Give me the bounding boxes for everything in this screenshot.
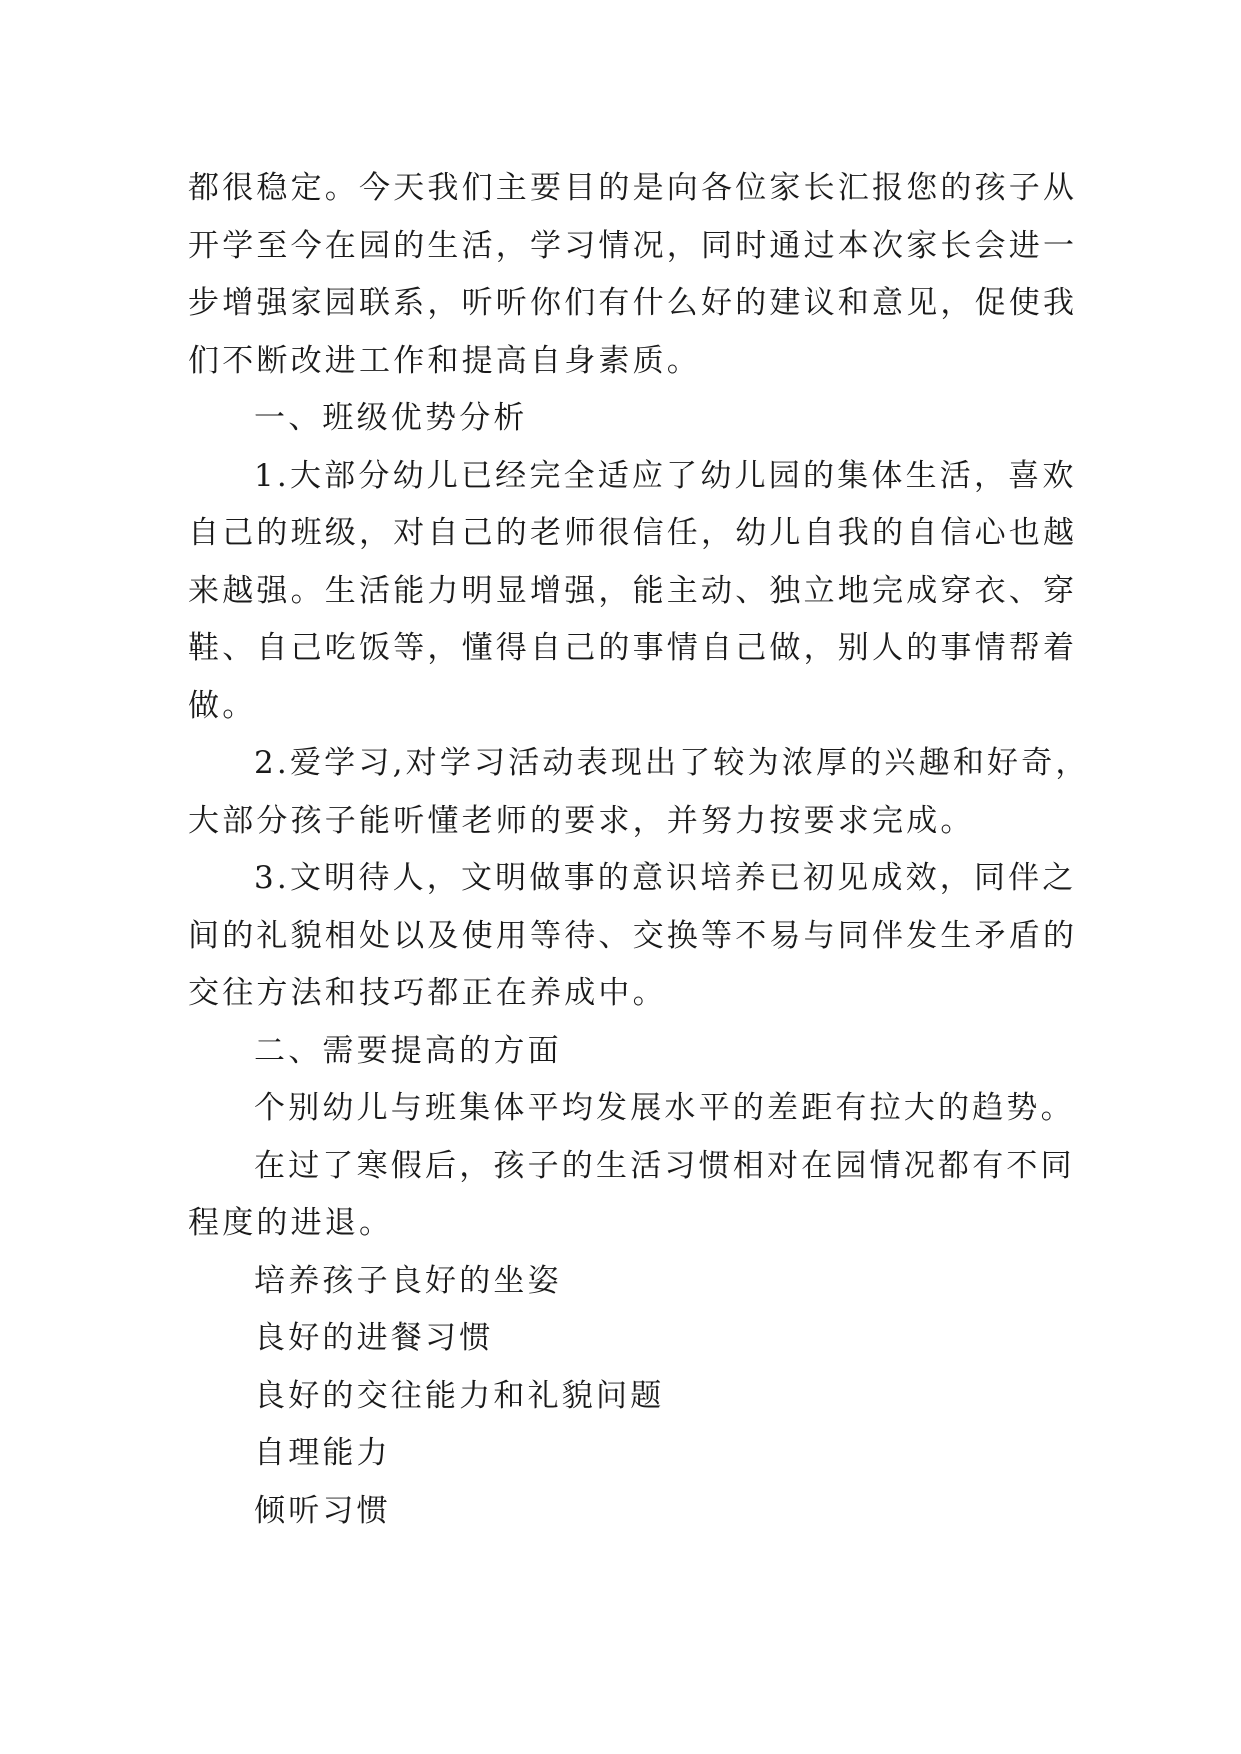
text-line: 程度的进退。 (188, 1205, 394, 1241)
list-item: 自理能力 (254, 1435, 391, 1471)
text-line: 来越强。生活能力明显增强，能主动、独立地完成穿衣、穿 (188, 572, 1078, 609)
text-line: 自己的班级，对自己的老师很信任，幼儿自我的自信心也越 (188, 515, 1078, 551)
list-item: 培养孩子良好的坐姿 (254, 1262, 562, 1299)
text-line: 都很稳定。今天我们主要目的是向各位家长汇报您的孩子从 (188, 170, 1078, 206)
section-heading: 一、班级优势分析 (254, 400, 528, 436)
text-line: 3.文明待人，文明做事的意识培养已初见成效，同伴之 (254, 860, 1077, 896)
text-line: 们不断改进工作和提高自身素质。 (188, 342, 701, 379)
document-body (188, 160, 1090, 1540)
text-line: 做。 (188, 687, 257, 724)
section-heading: 二、需要提高的方面 (254, 1032, 562, 1069)
text-line: 间的礼貌相处以及使用等待、交换等不易与同伴发生矛盾的 (188, 917, 1078, 954)
text-line: 鞋、自己吃饭等，懂得自己的事情自己做，别人的事情帮着 (188, 630, 1078, 666)
list-item: 良好的进餐习惯 (254, 1320, 494, 1356)
text-line: 个别幼儿与班集体平均发展水平的差距有拉大的趋势。 (254, 1090, 1075, 1126)
text-line: 2.爱学习,对学习活动表现出了较为浓厚的兴趣和好奇， (254, 745, 1090, 781)
list-item: 倾听习惯 (254, 1492, 391, 1529)
text-line: 1.大部分幼儿已经完全适应了幼儿园的集体生活，喜欢 (254, 457, 1077, 494)
text-line: 大部分孩子能听懂老师的要求，并努力按要求完成。 (188, 802, 975, 839)
text-line: 步增强家园联系，听听你们有什么好的建议和意见，促使我 (188, 285, 1078, 321)
list-item: 良好的交往能力和礼貌问题 (254, 1377, 665, 1414)
text-line: 开学至今在园的生活，学习情况，同时通过本次家长会进一 (188, 227, 1078, 264)
text-line: 在过了寒假后，孩子的生活习惯相对在园情况都有不同 (254, 1147, 1075, 1184)
text-line: 交往方法和技巧都正在养成中。 (188, 975, 667, 1011)
